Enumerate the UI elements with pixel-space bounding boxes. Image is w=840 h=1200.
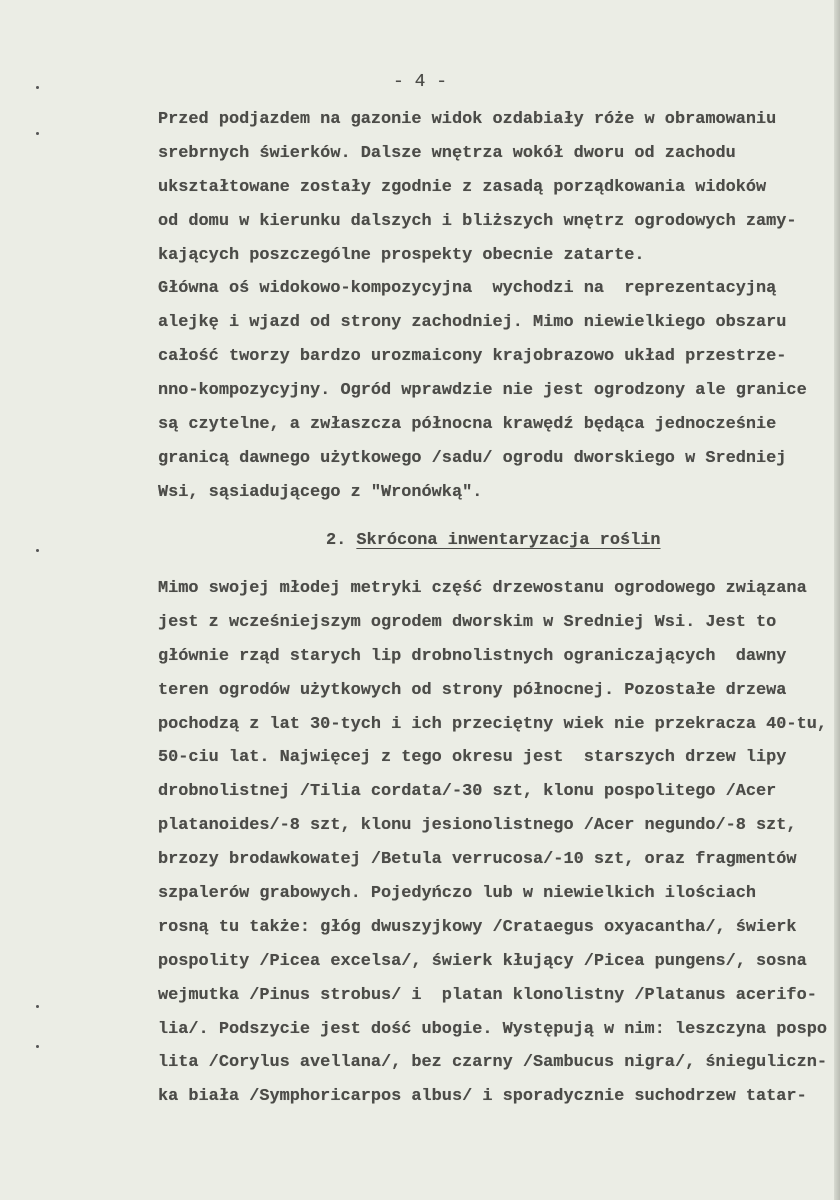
paragraph-1: [158, 103, 807, 510]
text-line: Mimo swojej młodej metryki część drzewostanu ogrodowego związana: [158, 579, 807, 598]
text-line: głównie rząd starych lip drobnolistnych ograniczających dawny: [158, 646, 787, 666]
margin-mark: [36, 132, 39, 135]
page-edge-shadow: [834, 0, 840, 1200]
text-line: lita /Corylus avellana/, bez czarny /Sambucus nigra/, śnieguliczn-: [158, 1053, 827, 1073]
text-line: brzozy brodawkowatej /Betula verrucosa/-10 szt, oraz fragmentów: [158, 850, 797, 870]
text-line: granicą dawnego użytkowego /sadu/ ogrodu dworskiego w Sredniej: [158, 448, 787, 468]
margin-mark: [36, 86, 39, 89]
text-line: pochodzą z lat 30-tych i ich przeciętny wiek nie przekracza 40-tu,: [158, 714, 827, 734]
text-line: szpalerów grabowych. Pojedyńczo lub w niewielkich ilościach: [158, 884, 757, 904]
text-line: platanoides/-8 szt, klonu jesionolistnego /Acer negundo/-8 szt,: [158, 816, 797, 836]
text-line: alejkę i wjazd od strony zachodniej. Mimo niewielkiego obszaru: [158, 313, 787, 333]
text-line: wejmutka /Pinus strobus/ i platan klonolistny /Platanus acerifo-: [158, 985, 817, 1005]
page-number: - 4 -: [393, 72, 448, 92]
text-line: ukształtowane zostały zgodnie z zasadą porządkowania widoków: [158, 177, 767, 197]
text-line: ka biała /Symphoricarpos albus/ i sporadycznie suchodrzew tatar-: [158, 1087, 807, 1107]
text-line: teren ogrodów użytkowych od strony północnej. Pozostałe drzewa: [158, 680, 787, 700]
text-line: są czytelne, a zwłaszcza północna krawędź będąca jednocześnie: [158, 415, 777, 435]
text-line: lia/. Podszycie jest dość ubogie. Występują w nim: leszczyna pospo: [158, 1019, 827, 1039]
text-line: kających poszczególne prospekty obecnie zatarte.: [158, 245, 645, 265]
paragraph-2: [158, 572, 827, 1114]
text-line: Przed podjazdem na gazonie widok ozdabiały róże w obramowaniu: [158, 110, 777, 129]
section-number: 2.: [326, 531, 347, 550]
text-line: rosną tu także: głóg dwuszyjkowy /Crataegus oxyacantha/, świerk: [158, 917, 797, 937]
text-line: od domu w kierunku dalszych i bliższych wnętrz ogrodowych zamy-: [158, 211, 797, 231]
margin-mark: [36, 1005, 39, 1008]
text-line: całość tworzy bardzo urozmaicony krajobrazowo układ przestrze-: [158, 347, 787, 367]
text-line: Główna oś widokowo-kompozycyjna wychodzi na reprezentacyjną: [158, 279, 777, 299]
text-line: drobnolistnej /Tilia cordata/-30 szt, klonu pospolitego /Acer: [158, 782, 777, 802]
text-line: pospolity /Picea excelsa/, świerk kłujący /Picea pungens/, sosna: [158, 951, 807, 971]
section-heading: [326, 524, 661, 558]
margin-mark: [36, 549, 39, 552]
section-title: Skrócona inwentaryzacja roślin: [356, 531, 661, 550]
text-line: srebrnych świerków. Dalsze wnętrza wokół dworu od zachodu: [158, 143, 736, 163]
text-line: nno-kompozycyjny. Ogród wprawdzie nie jest ogrodzony ale granice: [158, 381, 807, 401]
margin-mark: [36, 1045, 39, 1048]
text-line: 50-ciu lat. Najwięcej z tego okresu jest starszych drzew lipy: [158, 748, 787, 768]
text-line: jest z wcześniejszym ogrodem dworskim w Sredniej Wsi. Jest to: [158, 612, 777, 632]
text-line: Wsi, sąsiadującego z "Wronówką".: [158, 482, 483, 502]
